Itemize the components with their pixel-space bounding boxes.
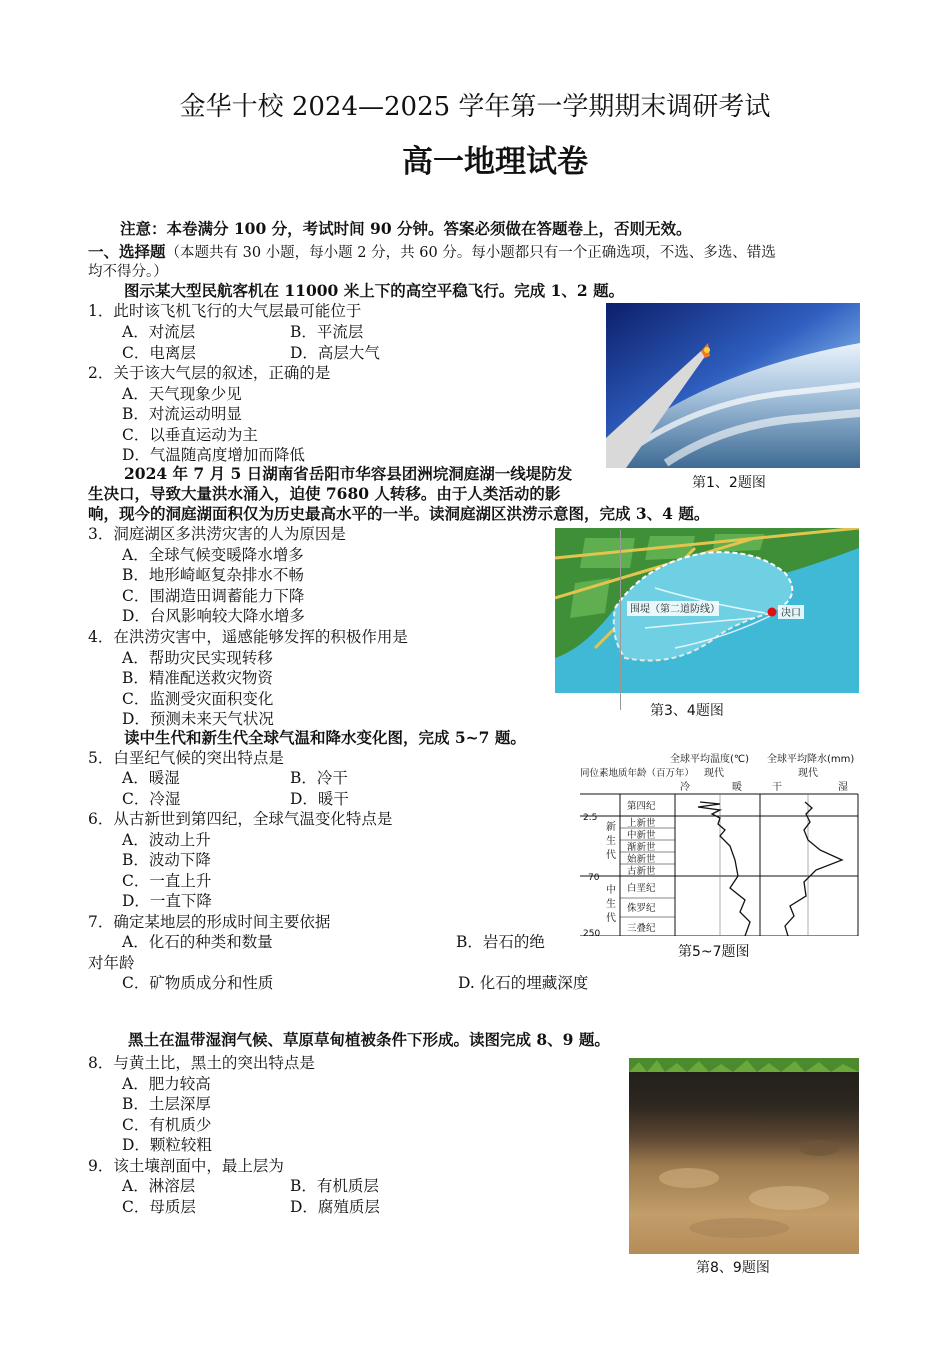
period-quaternary: 第四纪: [627, 801, 656, 812]
figure-climate-chart: [580, 750, 860, 936]
q1-option-a: A．对流层: [122, 323, 196, 341]
notice: 注意：本卷满分 100 分，考试时间 90 分钟。答案必须做在答题卷上，否则无效。: [120, 219, 692, 238]
q6-option-a: A．波动上升: [122, 831, 211, 849]
q1-option-b: B．平流层: [290, 323, 364, 341]
figure-flood-map: [555, 528, 859, 693]
age-tick-2: 70: [588, 873, 600, 883]
q4-option-c: C．监测受灾面积变化: [122, 690, 274, 708]
era-mesozoic-1: 中: [606, 885, 616, 896]
temp-warm: 暖: [732, 782, 742, 793]
figure1-caption: 第1、2题图: [692, 475, 766, 491]
section-desc-2: 均不得分。）: [88, 264, 168, 280]
era-cenozoic-3: 代: [606, 850, 616, 861]
q5-option-a: A．暖湿: [122, 769, 180, 787]
q7-option-a: A．化石的种类和数量: [122, 933, 273, 951]
q1-stem: 1．此时该飞机飞行的大气层最可能位于: [88, 302, 362, 320]
breach-label: 决口: [781, 608, 801, 619]
period-cretaceous: 白垩纪: [627, 883, 656, 894]
section-heading: 一、选择题: [88, 242, 166, 261]
intro-q5-7: 读中生代和新生代全球气温和降水变化图，完成 5~7 题。: [124, 728, 526, 747]
intro-q3-4-line3: 响，现今的洞庭湖面积仅为历史最高水平的一半。读洞庭湖区洪涝示意图，完成 3、4 题。: [88, 504, 710, 523]
q5-stem: 5．白垩纪气候的突出特点是: [88, 749, 284, 767]
intro-q3-4-line1: 2024 年 7 月 5 日湖南省岳阳市华容县团洲垸洞庭湖一线堤防发: [124, 464, 573, 483]
q7-option-d: D. 化石的埋藏深度: [458, 974, 589, 992]
intro-q8-9: 黑土在温带湿润气候、草原草甸植被条件下形成。读图完成 8、9 题。: [128, 1030, 610, 1049]
q7-option-b-cont: 对年龄: [88, 954, 135, 972]
temp-curve: [698, 802, 750, 936]
q4-option-a: A．帮助灾民实现转移: [122, 649, 273, 667]
q5-option-c: C．冷湿: [122, 790, 181, 808]
temp-cold: 冷: [680, 782, 690, 793]
age-tick-3: 250: [583, 929, 601, 936]
q2-option-c: C．以垂直运动为主: [122, 426, 258, 444]
precip-curve: [785, 802, 842, 936]
q2-option-a: A．天气现象少见: [122, 385, 242, 403]
levee-label: 围堤（第二道防线）: [630, 604, 720, 615]
era-mesozoic-2: 生: [606, 899, 616, 910]
period-paleocene: 古新世: [627, 866, 656, 877]
q9-stem: 9．该土壤剖面中，最上层为: [88, 1157, 284, 1175]
intro-q3-4-line2: 生决口，导致大量洪水涌入，迫使 7680 人转移。由于人类活动的影: [88, 484, 561, 503]
q4-option-b: B．精准配送救灾物资: [122, 669, 273, 687]
q4-stem: 4．在洪涝灾害中，遥感能够发挥的积极作用是: [88, 628, 408, 646]
q9-option-a: A．淋溶层: [122, 1177, 196, 1195]
temp-header: 全球平均温度(℃): [670, 754, 750, 765]
section-heading-line: [88, 242, 776, 263]
period-eocene: 始新世: [627, 854, 656, 865]
q2-option-b: B．对流运动明显: [122, 405, 242, 423]
q7-option-b: B．岩石的绝: [456, 933, 545, 951]
q2-stem: 2．关于该大气层的叙述，正确的是: [88, 364, 331, 382]
exam-subtitle: 高一地理试卷: [402, 144, 588, 180]
period-pliocene: 上新世: [627, 818, 656, 829]
guide-line: [620, 530, 621, 710]
q9-option-b: B．有机质层: [290, 1177, 379, 1195]
era-cenozoic-2: 生: [606, 836, 616, 847]
q3-option-d: D．台风影响较大降水增多: [122, 607, 305, 625]
age-tick-1: 2.5: [583, 813, 598, 823]
q8-stem: 8．与黄土比，黑土的突出特点是: [88, 1054, 315, 1072]
q6-stem: 6．从古新世到第四纪，全球气温变化特点是: [88, 810, 393, 828]
q4-option-d: D．预测未来天气状况: [122, 710, 274, 728]
era-cenozoic-1: 新: [606, 822, 616, 833]
exam-title: 金华十校 2024—2025 学年第一学期期末调研考试: [179, 92, 771, 122]
q8-option-d: D．颗粒较粗: [122, 1136, 212, 1154]
period-oligocene: 渐新世: [627, 842, 656, 853]
q3-option-b: B．地形崎岖复杂排水不畅: [122, 566, 304, 584]
q9-option-c: C．母质层: [122, 1198, 196, 1216]
temp-now: 现代: [704, 768, 724, 779]
q7-stem: 7．确定某地层的形成时间主要依据: [88, 913, 331, 931]
precip-wet: 湿: [838, 782, 848, 793]
q8-option-c: C．有机质少: [122, 1116, 212, 1134]
figure3-caption: 第5~7题图: [678, 944, 750, 960]
q3-option-a: A．全球气候变暖降水增多: [122, 546, 304, 564]
figure-airplane-photo: [606, 303, 860, 468]
q6-option-b: B．波动下降: [122, 851, 211, 869]
intro-q1-2: 图示某大型民航客机在 11000 米上下的高空平稳飞行。完成 1、2 题。: [124, 281, 625, 300]
q8-option-b: B．土层深厚: [122, 1095, 211, 1113]
q6-option-d: D．一直下降: [122, 892, 212, 910]
precip-header: 全球平均降水(mm): [767, 754, 855, 765]
section-desc: （本题共有 30 小题，每小题 2 分，共 60 分。每小题都只有一个正确选项，不选、多选、错选: [165, 245, 776, 261]
figure2-caption: 第3、4题图: [650, 703, 724, 719]
precip-now: 现代: [798, 768, 818, 779]
age-header: 同位素地质年龄（百万年）: [580, 768, 695, 779]
q3-option-c: C．围湖造田调蓄能力下降: [122, 587, 305, 605]
q1-option-d: D．高层大气: [290, 344, 380, 362]
q5-option-b: B．冷干: [290, 769, 348, 787]
period-jurassic: 侏罗纪: [627, 903, 656, 914]
period-miocene: 中新世: [627, 830, 656, 841]
figure4-caption: 第8、9题图: [696, 1260, 770, 1276]
q5-option-d: D．暖干: [290, 790, 349, 808]
figure-soil-profile: [629, 1058, 859, 1254]
q6-option-c: C．一直上升: [122, 872, 212, 890]
q2-option-d: D．气温随高度增加而降低: [122, 446, 305, 464]
q9-option-d: D．腐殖质层: [290, 1198, 380, 1216]
q1-option-c: C．电离层: [122, 344, 196, 362]
period-triassic: 三叠纪: [627, 923, 656, 934]
era-mesozoic-3: 代: [606, 913, 616, 924]
q8-option-a: A．肥力较高: [122, 1075, 211, 1093]
q3-stem: 3．洞庭湖区多洪涝灾害的人为原因是: [88, 525, 346, 543]
q7-option-c: C．矿物质成分和性质: [122, 974, 274, 992]
precip-dry: 干: [772, 782, 782, 793]
